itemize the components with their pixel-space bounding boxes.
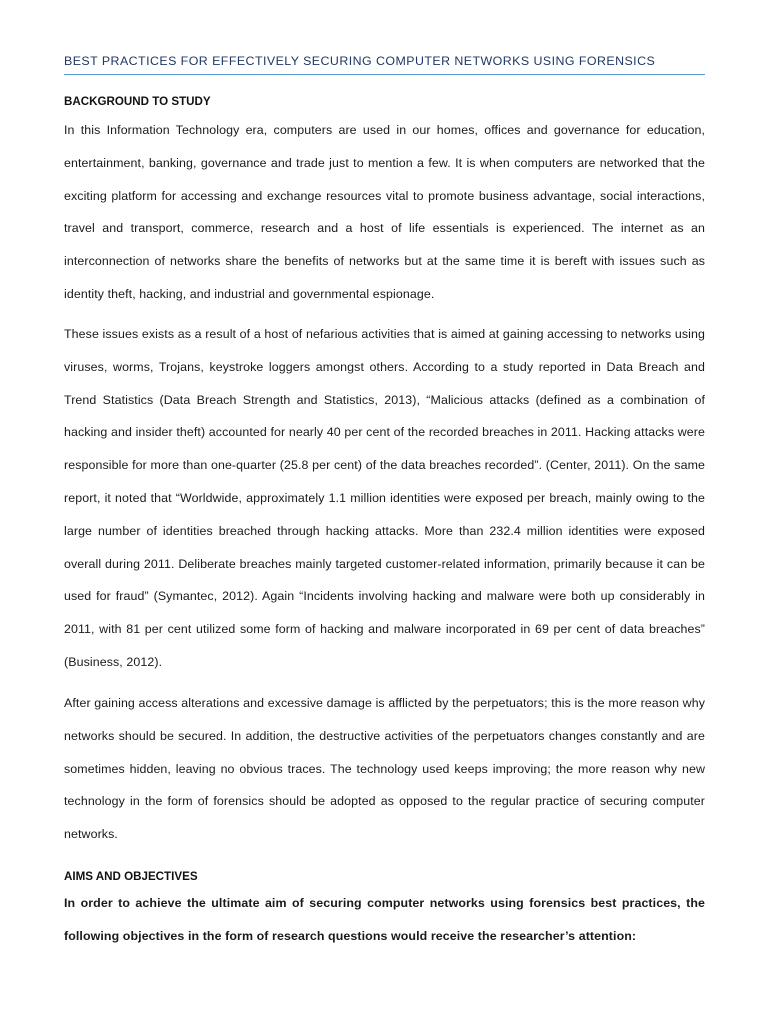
section-heading-background: BACKGROUND TO STUDY [64, 95, 211, 108]
paragraph-background-3: After gaining access alterations and excessive damage is afflicted by the perpetuators; this is the more reason why networks should be secured. In addition, the destructive activities of the perpetuators changes constantly and are sometimes hidden, leaving no obvious traces. The technology used keeps improving; the more reason why new technology in the form of forensics should be adopted as opposed to the regular practice of securing computer networks. [64, 696, 705, 842]
paragraph-background-2: These issues exists as a result of a host of nefarious activities that is aimed at gaining accessing to networks using viruses, worms, Trojans, keystroke loggers amongst others. According to a study reported in Data Breach and Trend Statistics (Data Breach Strength and Statistics, 2013), “Malicious attacks (defined as a combination of hacking and insider theft) accounted for nearly 40 per cent of the recorded breaches in 2011. Hacking attacks were responsible for more than one-quarter (25.8 per cent) of the data breaches recorded”. (Center, 2011). On the same report, it noted that “Worldwide, approximately 1.1 million identities were exposed per breach, mainly owing to the large number of identities breached through hacking attacks. More than 232.4 million identities were exposed overall during 2011. Deliberate breaches mainly targeted customer-related information, primarily because it can be used for fraud” (Symantec, 2012). Again “Incidents involving hacking and malware were both up considerably in 2011, with 81 per cent utilized some form of hacking and malware incorporated in 69 per cent of data breaches” (Business, 2012). [64, 327, 705, 669]
paragraph-aims-1: In order to achieve the ultimate aim of securing computer networks using forensics best practices, the following objectives in the form of research questions would receive the researcher’s attention: [64, 896, 705, 943]
running-header: BEST PRACTICES FOR EFFECTIVELY SECURING COMPUTER NETWORKS USING FORENSICS [64, 54, 656, 68]
paragraph-background-1: In this Information Technology era, computers are used in our homes, offices and governance for education, entertainment, banking, governance and trade just to mention a few. It is when computers are networked that the exciting platform for accessing and exchange resources vital to promote business advantage, social interactions, travel and transport, commerce, research and a host of life essentials is experienced. The internet as an interconnection of networks share the benefits of networks but at the same time it is bereft with issues such as identity theft, hacking, and industrial and governmental espionage. [64, 123, 705, 301]
section-heading-aims: AIMS AND OBJECTIVES [64, 870, 198, 883]
header-rule [64, 74, 705, 75]
